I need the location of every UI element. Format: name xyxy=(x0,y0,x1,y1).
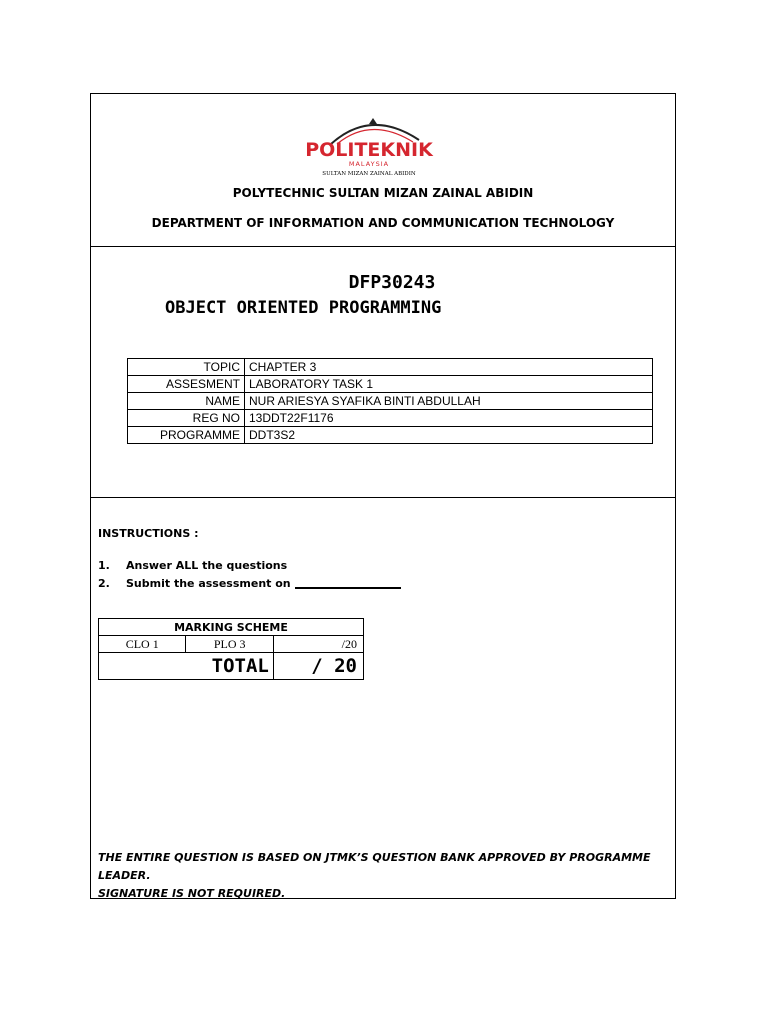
instructions-list xyxy=(98,557,401,593)
info-row-reg-no xyxy=(128,410,653,427)
header-section xyxy=(91,94,675,247)
info-value: CHAPTER 3 xyxy=(245,359,653,376)
item-number: 2. xyxy=(98,577,110,590)
cover-page-frame xyxy=(90,93,676,899)
department-name: DEPARTMENT OF INFORMATION AND COMMUNICATION TECHNOLOGY xyxy=(151,216,615,230)
info-row-assessment xyxy=(128,376,653,393)
info-row-programme xyxy=(128,427,653,444)
info-value: DDT3S2 xyxy=(245,427,653,444)
submission-date-blank xyxy=(295,575,401,589)
item-text: Submit the assessment on xyxy=(126,577,291,590)
instructions-heading: INSTRUCTIONS : xyxy=(98,527,199,540)
plo-cell: PLO 3 xyxy=(186,636,273,653)
instructions-section xyxy=(91,497,675,898)
course-title: OBJECT ORIENTED PROGRAMMING xyxy=(165,298,442,318)
total-score: / 20 xyxy=(273,653,363,680)
info-label: ASSESMENT xyxy=(128,376,245,393)
clo-cell: CLO 1 xyxy=(99,636,186,653)
list-item xyxy=(98,557,401,575)
list-item xyxy=(98,575,401,593)
footer-note-line: THE ENTIRE QUESTION IS BASED ON JTMK’S QUESTION BANK APPROVED BY PROGRAMME LEADER. xyxy=(98,851,651,882)
info-label: NAME xyxy=(128,393,245,410)
info-row-name xyxy=(128,393,653,410)
student-info-table xyxy=(127,358,653,444)
info-label: TOPIC xyxy=(128,359,245,376)
item-number: 1. xyxy=(98,559,110,572)
svg-text:MALAYSIA: MALAYSIA xyxy=(348,160,390,168)
course-section xyxy=(91,246,675,498)
marking-scheme-title: MARKING SCHEME xyxy=(99,619,364,636)
info-label: PROGRAMME xyxy=(128,427,245,444)
info-value: LABORATORY TASK 1 xyxy=(245,376,653,393)
politeknik-logo xyxy=(301,114,437,178)
svg-text:SULTAN MIZAN ZAINAL ABIDIN: SULTAN MIZAN ZAINAL ABIDIN xyxy=(322,171,416,177)
info-label: REG NO xyxy=(128,410,245,427)
total-label: TOTAL xyxy=(99,653,274,680)
score-cell: /20 xyxy=(273,636,363,653)
footer-note xyxy=(98,849,668,903)
course-code: DFP30243 xyxy=(348,272,436,293)
svg-text:POLITEKNIK: POLITEKNIK xyxy=(305,139,433,161)
info-value: 13DDT22F1176 xyxy=(245,410,653,427)
item-text: Answer ALL the questions xyxy=(126,559,288,572)
footer-note-line: SIGNATURE IS NOT REQUIRED. xyxy=(98,887,286,900)
institution-name: POLYTECHNIC SULTAN MIZAN ZAINAL ABIDIN xyxy=(232,186,534,200)
info-value: NUR ARIESYA SYAFIKA BINTI ABDULLAH xyxy=(245,393,653,410)
info-row-topic xyxy=(128,359,653,376)
marking-scheme-table xyxy=(98,618,364,680)
